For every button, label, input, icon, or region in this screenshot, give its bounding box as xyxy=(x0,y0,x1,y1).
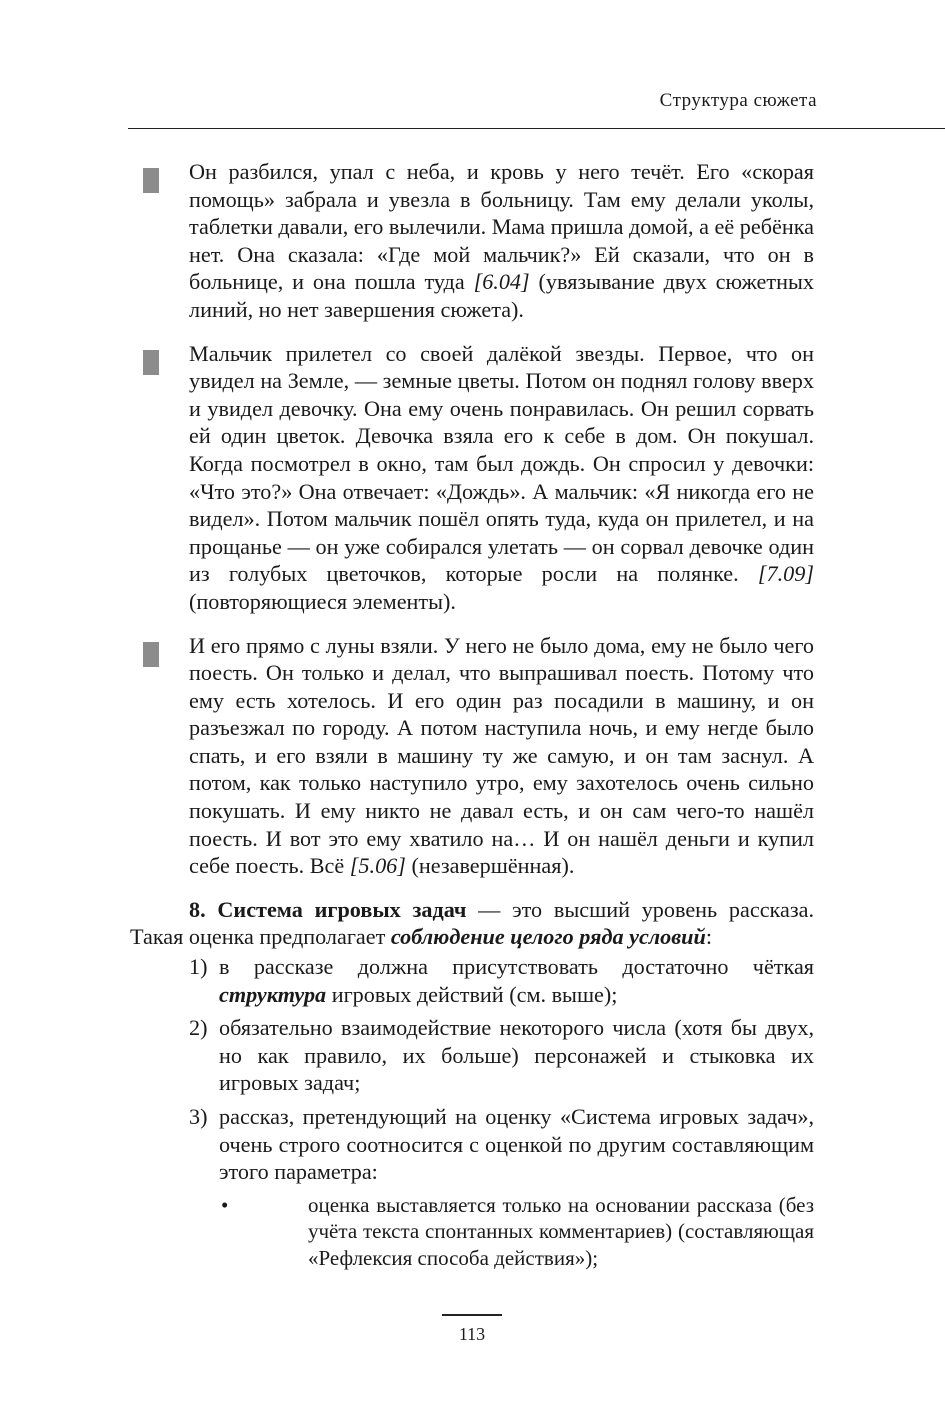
quote-text: Мальчик прилетел со своей далёкой звезды. Первое, что он увидел на Земле, — земные цветы. Потом он поднял голову вверх и увидел девочку. Она ему очень понравилась. Он решил сорвать ей один цветок. Девочка взяла его к себе в дом. Он покушал. Когда посмотрел в окно, там был дождь. Он спросил у девочки: «Что это?» Она отвечает: «Дождь». А мальчик: «Я никогда его не видел». Потом мальчик пошёл опять туда, куда он прилетел, и на прощанье — он уже собирался улетать — он сорвал девочке один из голубых цветочков, которые росли на полянке. xyxy=(189,340,814,587)
quote-reference: [5.06] xyxy=(349,853,406,879)
list-number: 3) xyxy=(189,1104,208,1129)
condition-text: рассказ, претендующий на оценку «Система игровых задач», очень строго соотносится с оценкой по другим составляющим этого параметра: xyxy=(219,1104,814,1185)
section-intro: — это высший уровень рассказа. Такая оценка предполагает xyxy=(130,896,815,950)
condition-emphasis: структура xyxy=(219,981,327,1007)
quote-marker-icon xyxy=(143,642,159,667)
footer-rule xyxy=(442,1314,502,1316)
list-item xyxy=(130,1103,814,1271)
bullet-icon: • xyxy=(221,1192,229,1217)
page-number: 113 xyxy=(458,1324,486,1344)
child-story-quote xyxy=(130,632,814,880)
section-intro-end: : xyxy=(705,924,713,950)
list-item xyxy=(219,1192,814,1272)
list-number: 2) xyxy=(189,1015,208,1041)
child-story-quote xyxy=(130,340,814,616)
quote-reference: [6.04] xyxy=(473,269,530,295)
section-paragraph xyxy=(130,896,814,951)
section-heading: 8. Система игровых задач xyxy=(189,896,467,922)
quote-comment: (увязывание двух сюжетных линий, но нет завершения сюжета). xyxy=(189,269,814,322)
condition-text: в рассказе должна присутствовать достаточно чёткая xyxy=(219,954,814,980)
quote-comment: (незавершённая). xyxy=(405,853,575,879)
running-title: Структура сюжета xyxy=(659,90,817,111)
list-number: 1) xyxy=(189,954,208,980)
page-body xyxy=(130,158,814,1277)
quote-comment: (повторяющиеся элементы). xyxy=(189,588,456,614)
quote-marker-icon xyxy=(143,350,159,375)
header-rule xyxy=(128,128,945,129)
quote-text: И его прямо с луны взяли. У него не было дома, ему не было чего поесть. Он только и делал, что выпрашивал поесть. Потому что ему есть хотелось. И его один раз посадили в машину, и он разъезжал по городу. А потом наступила ночь, и ему негде было спать, и его взяли в машину ту же самую, и он там заснул. А потом, как только наступило утро, ему захотелось очень сильно покушать. И ему никто не давал есть, и он сам чего-то нашёл поесть. И вот это ему хватило на… И он нашёл деньги и купил себе поесть. Всё xyxy=(189,632,814,879)
condition-text: обязательно взаимодействие некоторого числа (хотя бы двух, но как правило, их больше) персонажей и стыковка их игровых задач; xyxy=(219,1015,814,1096)
child-story-quote xyxy=(130,158,814,324)
sub-conditions-list xyxy=(219,1192,814,1272)
sub-condition-text: оценка выставляется только на основании рассказа (без учёта текста спонтанных комментариев) (составляющая «Рефлексия способа действия»); xyxy=(308,1192,814,1270)
section-emphasis: соблюдение целого ряда условий xyxy=(390,924,706,950)
quote-text: Он разбился, упал с неба, и кровь у него течёт. Его «скорая помощь» забрала и увезла в больницу. Там ему делали уколы, таблетки давали, его вылечили. Мама пришла домой, а её ребёнка нет. Она сказала: «Где мой мальчик?» Ей сказали, что он в больнице, и она пошла туда xyxy=(189,159,814,295)
conditions-list xyxy=(130,953,814,1271)
condition-text-end: игровых действий (см. выше); xyxy=(326,981,618,1007)
quote-marker-icon xyxy=(143,168,159,193)
list-item xyxy=(130,953,814,1008)
quote-reference: [7.09] xyxy=(757,561,814,587)
list-item xyxy=(130,1014,814,1097)
